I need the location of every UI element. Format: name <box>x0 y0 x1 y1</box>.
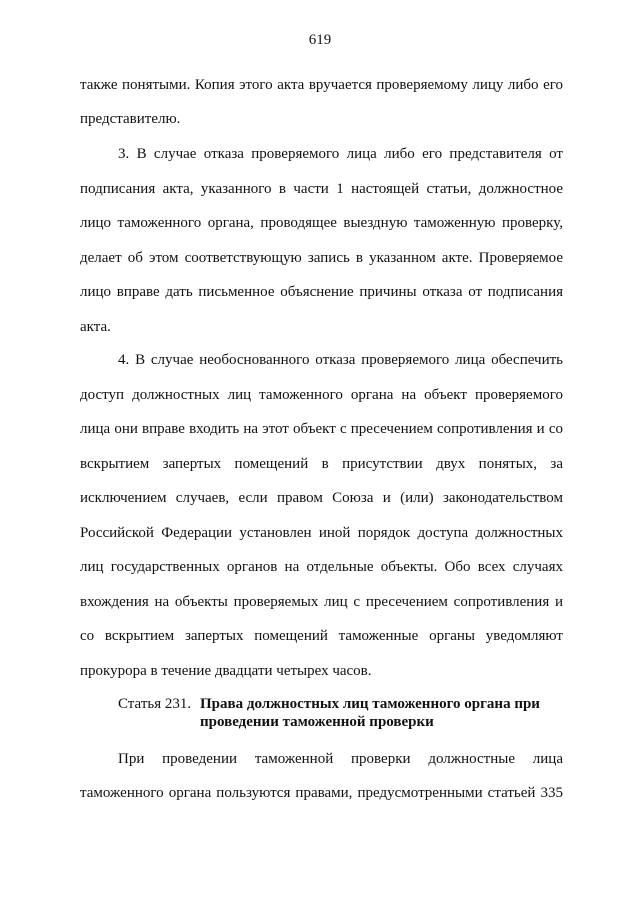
paragraph-line: представителю. <box>80 111 181 127</box>
paragraph-line: подписания акта, указанного в части 1 настоящей статьи, должностное <box>80 181 563 197</box>
paragraph-line: лица они вправе входить на этот объект с пресечением сопротивления и со <box>80 421 563 437</box>
paragraph-line: 4. В случае необоснованного отказа проверяемого лица обеспечить <box>118 352 563 368</box>
paragraph-line: со вскрытием запертых помещений таможенные органы уведомляют <box>80 628 563 644</box>
page-number: 619 <box>308 32 332 48</box>
paragraph-line: вскрытием запертых помещений в присутствии двух понятых, за <box>80 456 563 472</box>
article-title-line: Права должностных лиц таможенного органа при <box>200 696 540 712</box>
paragraph-line: При проведении таможенной проверки должностные лица <box>118 751 563 767</box>
paragraph-line: Российской Федерации установлен иной порядок доступа должностных <box>80 525 563 541</box>
article-number: Статья 231. <box>118 696 192 712</box>
paragraph-line: также понятыми. Копия этого акта вручается проверяемому лицу либо его <box>80 77 563 93</box>
paragraph-line: лицо таможенного органа, проводящее выездную таможенную проверку, <box>80 215 563 231</box>
paragraph-line: 3. В случае отказа проверяемого лица либо его представителя от <box>118 146 563 162</box>
paragraph-line: доступ должностных лиц таможенного органа на объект проверяемого <box>80 387 563 403</box>
paragraph-line: акта. <box>80 319 111 335</box>
paragraph-line: прокурора в течение двадцати четырех часов. <box>80 663 372 679</box>
paragraph-line: таможенного органа пользуются правами, предусмотренными статьей 335 <box>80 785 563 801</box>
paragraph-line: делает об этом соответствующую запись в указанном акте. Проверяемое <box>80 250 563 266</box>
paragraph-line: лицо вправе дать письменное объяснение причины отказа от подписания <box>80 284 563 300</box>
paragraph-line: исключением случаев, если правом Союза и (или) законодательством <box>80 490 563 506</box>
paragraph-line: лиц государственных органов на отдельные объекты. Обо всех случаях <box>80 559 563 575</box>
article-title-line: проведении таможенной проверки <box>200 714 434 730</box>
paragraph-line: вхождения на объекты проверяемых лиц с пресечением сопротивления и <box>80 594 563 610</box>
article-title <box>200 695 570 731</box>
